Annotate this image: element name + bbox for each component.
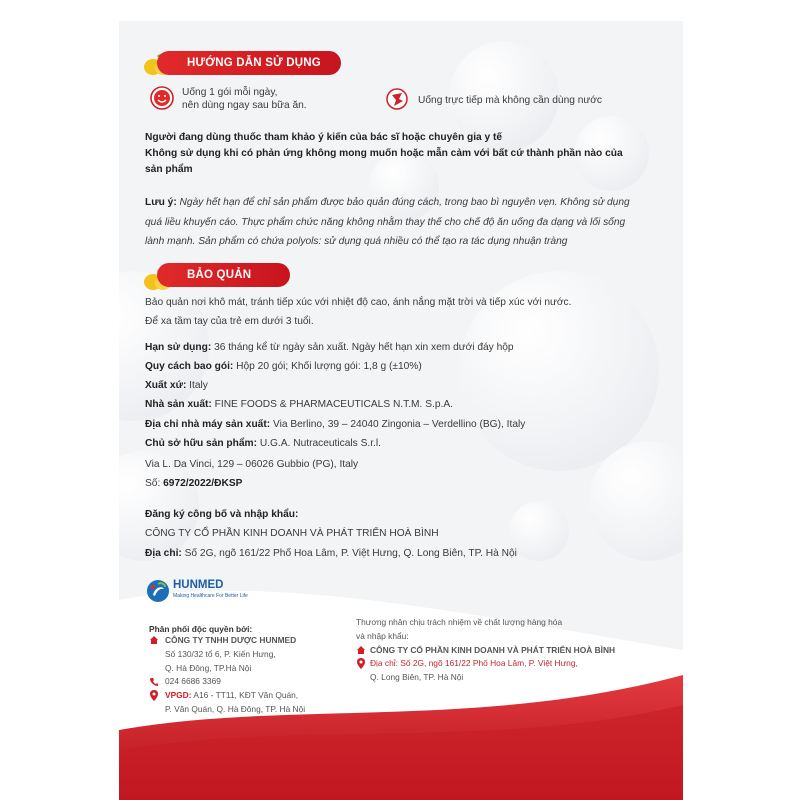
distributor-office-value: A16 - TT11, KĐT Văn Quán, bbox=[191, 690, 299, 700]
spec-reg-label: Số: bbox=[145, 478, 164, 489]
spec-shelf-life bbox=[145, 341, 514, 354]
distributor-label: Phân phối độc quyền bởi: bbox=[149, 624, 253, 634]
bubble-decoration bbox=[369, 151, 439, 221]
note-line-3: lành mạnh. Sản phẩm có chứa polyols: sử dụng quá nhiều có thể tạo ra tác dụng nhuận tràng bbox=[145, 236, 568, 247]
importer-address bbox=[145, 547, 517, 560]
trader-line-2: và nhập khẩu: bbox=[356, 631, 409, 641]
usage-step1-line1: Uống 1 gói mỗi ngày, bbox=[182, 87, 278, 98]
warning-line-2: Không sử dụng khi có phản ứng không mong muốn hoặc mẫn cảm với bất cứ thành phần nào của bbox=[145, 148, 623, 159]
distributor-office-1 bbox=[165, 690, 298, 701]
location-pin-icon bbox=[356, 658, 366, 669]
note-text-1: Ngày hết hạn để chỉ sản phẩm được bảo quản đúng cách, trong bao bì nguyên vẹn. Không sử dụng bbox=[176, 197, 630, 208]
spec-origin bbox=[145, 379, 208, 392]
distributor-addr-1: Số 130/32 tổ 6, P. Kiến Hưng, bbox=[165, 649, 276, 659]
hunmed-brand-name: HUNMED bbox=[173, 579, 224, 591]
usage-title-text: HƯỚNG DẪN SỬ DỤNG bbox=[187, 57, 321, 69]
spec-owner bbox=[145, 437, 381, 450]
bubble-decoration bbox=[509, 501, 569, 561]
spec-origin-label: Xuất xứ: bbox=[145, 380, 187, 391]
home-icon bbox=[356, 645, 366, 655]
storage-line-2: Để xa tầm tay của trẻ em dưới 3 tuổi. bbox=[145, 316, 314, 327]
phone-icon bbox=[149, 677, 159, 687]
smile-icon bbox=[149, 85, 175, 111]
spec-owner-label: Chủ sở hữu sản phẩm: bbox=[145, 438, 257, 449]
trader-company: CÔNG TY CỔ PHẦN KINH DOANH VÀ PHÁT TRIỂN HOÀ BÌNH bbox=[370, 645, 616, 655]
spec-factory-label: Địa chỉ nhà máy sản xuất: bbox=[145, 419, 271, 430]
importer-label: Đăng ký công bố và nhập khẩu: bbox=[145, 509, 299, 520]
usage-section-title bbox=[157, 51, 341, 75]
spec-factory-value: Via Berlino, 39 – 24040 Zingonia – Verdellino (BG), Italy bbox=[270, 419, 526, 430]
storage-line-1: Bảo quản nơi khô mát, tránh tiếp xúc với nhiệt độ cao, ánh nắng mặt trời và tiếp xúc với nước. bbox=[145, 297, 572, 308]
spec-owner-value: U.G.A. Nutraceuticals S.r.l. bbox=[256, 438, 381, 449]
usage-step1-line2: nên dùng ngay sau bữa ăn. bbox=[182, 100, 307, 111]
usage-step2: Uống trực tiếp mà không cần dùng nước bbox=[418, 95, 602, 106]
warning-line-1: Người đang dùng thuốc tham khảo ý kiến của bác sĩ hoặc chuyên gia y tế bbox=[145, 132, 503, 143]
distributor-office-label: VPGD: bbox=[165, 690, 192, 700]
spec-shelf-label: Hạn sử dụng: bbox=[145, 342, 212, 353]
product-info-page bbox=[119, 21, 683, 800]
spec-owner-address: Via L. Da Vinci, 129 – 06026 Gubbio (PG), Italy bbox=[145, 459, 359, 470]
spec-shelf-value: 36 tháng kể từ ngày sản xuất. Ngày hết hạn xin xem dưới đáy hộp bbox=[211, 342, 514, 353]
home-icon bbox=[149, 635, 159, 645]
spec-maker-label: Nhà sản xuất: bbox=[145, 399, 212, 410]
note-line-2: quá liều khuyến cáo. Thực phẩm chức năng không nhằm thay thế cho chế độ ăn uống đa dạng và lối sống bbox=[145, 217, 626, 228]
spec-maker-value: FINE FOODS & PHARMACEUTICALS N.T.M. S.p.A. bbox=[211, 399, 453, 410]
storage-title-text: BẢO QUẢN bbox=[187, 269, 252, 281]
trader-line-1: Thương nhân chịu trách nhiệm về chất lượng hàng hóa bbox=[356, 617, 563, 627]
note-label: Lưu ý: bbox=[145, 197, 177, 208]
warning-line-3: sản phẩm bbox=[145, 164, 193, 175]
importer-company: CÔNG TY CỔ PHẦN KINH DOANH VÀ PHÁT TRIỂN HOÀ BÌNH bbox=[145, 528, 439, 539]
trader-addr-2: Q. Long Biên, TP. Hà Nội bbox=[370, 672, 464, 682]
distributor-phone: 024 6686 3369 bbox=[165, 676, 221, 686]
distributor-office-2: P. Văn Quán, Q. Hà Đông, TP. Hà Nội bbox=[165, 704, 306, 714]
spec-pack-label: Quy cách bao gói: bbox=[145, 361, 234, 372]
spec-origin-value: Italy bbox=[186, 380, 208, 391]
importer-addr-value: Số 2G, ngõ 161/22 Phố Hoa Lâm, P. Việt Hưng, Q. Long Biên, TP. Hà Nội bbox=[181, 548, 517, 559]
storage-section-title bbox=[157, 263, 290, 287]
importer-addr-label: Địa chỉ: bbox=[145, 548, 182, 559]
spec-reg-value: 6972/2022/ĐKSP bbox=[163, 478, 243, 489]
trader-addr-1: Địa chỉ: Số 2G, ngõ 161/22 Phố Hoa Lâm, P. Việt Hưng, bbox=[370, 658, 578, 668]
hunmed-tagline: Making Healthcare For Better Life bbox=[173, 593, 248, 599]
spec-manufacturer bbox=[145, 398, 453, 411]
location-pin-icon bbox=[149, 690, 159, 701]
spec-factory-address bbox=[145, 418, 525, 431]
spec-pack-value: Hộp 20 gói; Khối lượng gói: 1,8 g (±10%) bbox=[233, 361, 422, 372]
distributor-company: CÔNG TY TNHH DƯỢC HUNMED bbox=[165, 635, 297, 645]
spec-packaging bbox=[145, 360, 422, 373]
hunmed-logo-icon bbox=[145, 578, 171, 604]
distributor-addr-2: Q. Hà Đông, TP.Hà Nội bbox=[165, 663, 252, 673]
drink-icon bbox=[385, 87, 411, 111]
note-line-1 bbox=[145, 196, 630, 209]
spec-registration bbox=[145, 477, 242, 490]
